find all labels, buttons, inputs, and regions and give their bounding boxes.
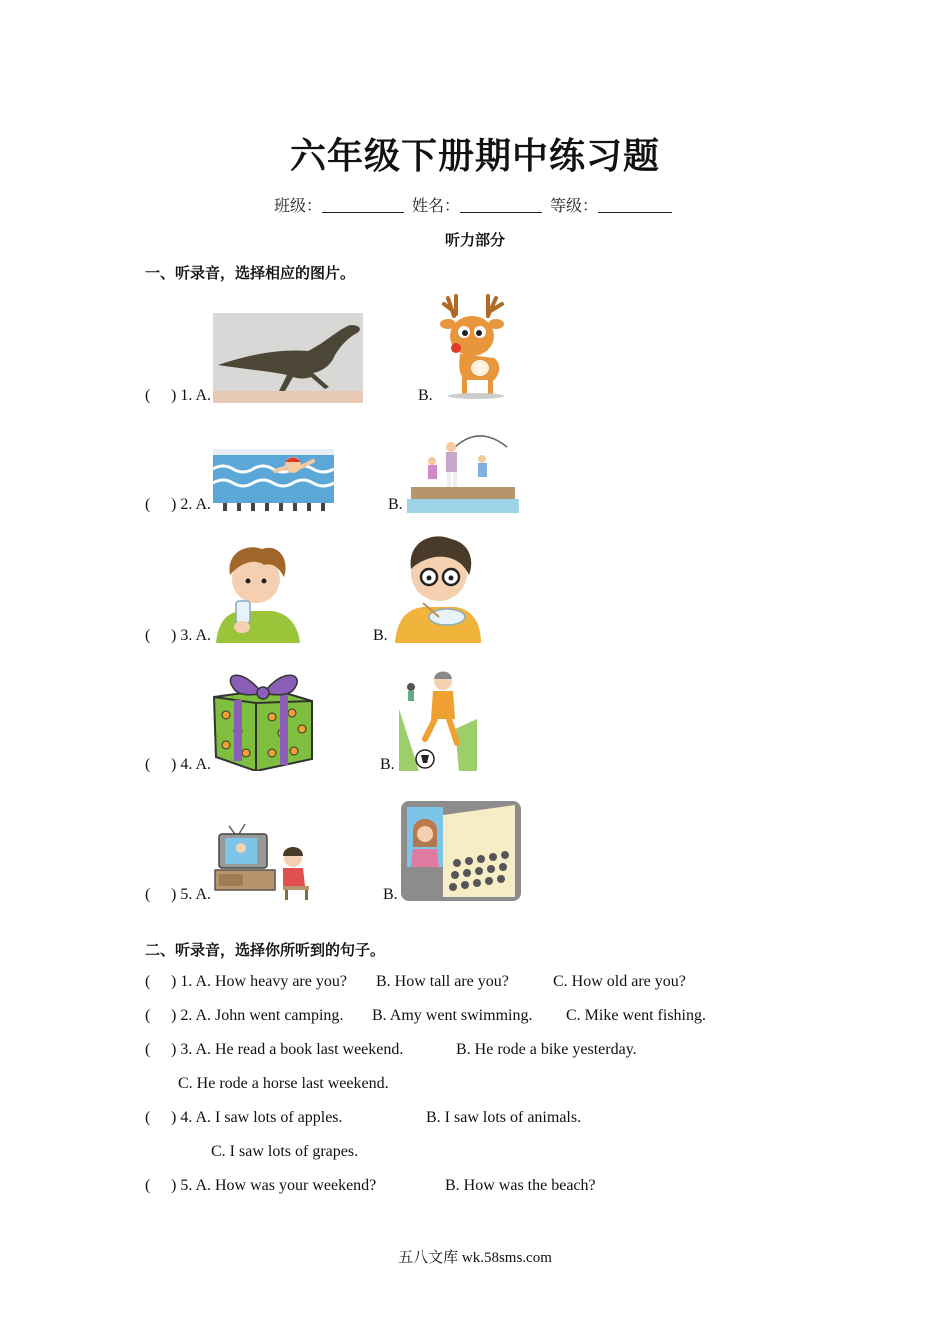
fishing-picture [407,427,519,513]
class-blank[interactable] [322,198,404,213]
s2-q4-a: ( ) 4. A. I saw lots of apples. [145,1109,343,1126]
drinking-boy-picture [212,543,302,643]
s2-q1-b: B. How tall are you? [376,973,509,990]
cinema-picture [401,801,521,901]
football-picture [399,669,477,771]
s2-q3-a: ( ) 3. A. He read a book last weekend. [145,1041,404,1058]
s2-q4-c: C. I saw lots of grapes. [211,1143,359,1160]
grade-label: 等级： [550,198,599,215]
s1-q3-b-label: B. [373,627,388,644]
s2-q3-b: B. He rode a bike yesterday. [456,1041,637,1058]
s1-q2-b-label: B. [388,496,403,513]
s2-q1-c: C. How old are you? [553,973,686,990]
s1-q4-label: ( ) 4. A. [145,756,211,773]
s2-q2-a: ( ) 2. A. John went camping. [145,1007,344,1024]
s1-q5-b-label: B. [383,886,398,903]
student-info-line [0,193,950,216]
s1-q5-label: ( ) 5. A. [145,886,211,903]
name-label: 姓名： [411,198,460,215]
eating-boy-picture [393,533,483,643]
listening-subtitle: 听力部分 [444,231,505,249]
s2-q5-a: ( ) 5. A. How was your weekend? [145,1177,377,1194]
footer-watermark: 五八文库 wk.58sms.com [398,1250,552,1266]
s2-q5-b: B. How was the beach? [445,1177,596,1194]
swimming-picture [213,449,334,511]
s1-q2-label: ( ) 2. A. [145,496,211,513]
deer-picture [434,294,512,400]
name-blank[interactable] [460,198,542,213]
s2-q3-c: C. He rode a horse last weekend. [178,1075,389,1092]
s1-q1-label: ( ) 1. A. [145,387,211,404]
s2-q1-a: ( ) 1. A. How heavy are you? [145,973,347,990]
s1-q3-label: ( ) 3. A. [145,627,211,644]
gift-picture [212,667,314,771]
s2-q2-c: C. Mike went fishing. [566,1007,706,1024]
page-title: 六年级下册期中练习题 [289,135,660,177]
s2-q2-b: B. Amy went swimming. [372,1007,533,1024]
s2-q4-b: B. I saw lots of animals. [426,1109,582,1126]
section2-heading: 二、听录音，选择你所听到的句子。 [145,941,386,959]
grade-blank[interactable] [598,198,672,213]
class-label: 班级： [273,198,322,215]
tv-picture [213,818,319,902]
dinosaur-picture [213,313,363,403]
s1-q1-b-label: B. [418,387,433,404]
s1-q4-b-label: B. [380,756,395,773]
section1-heading: 一、听录音，选择相应的图片。 [145,264,356,282]
